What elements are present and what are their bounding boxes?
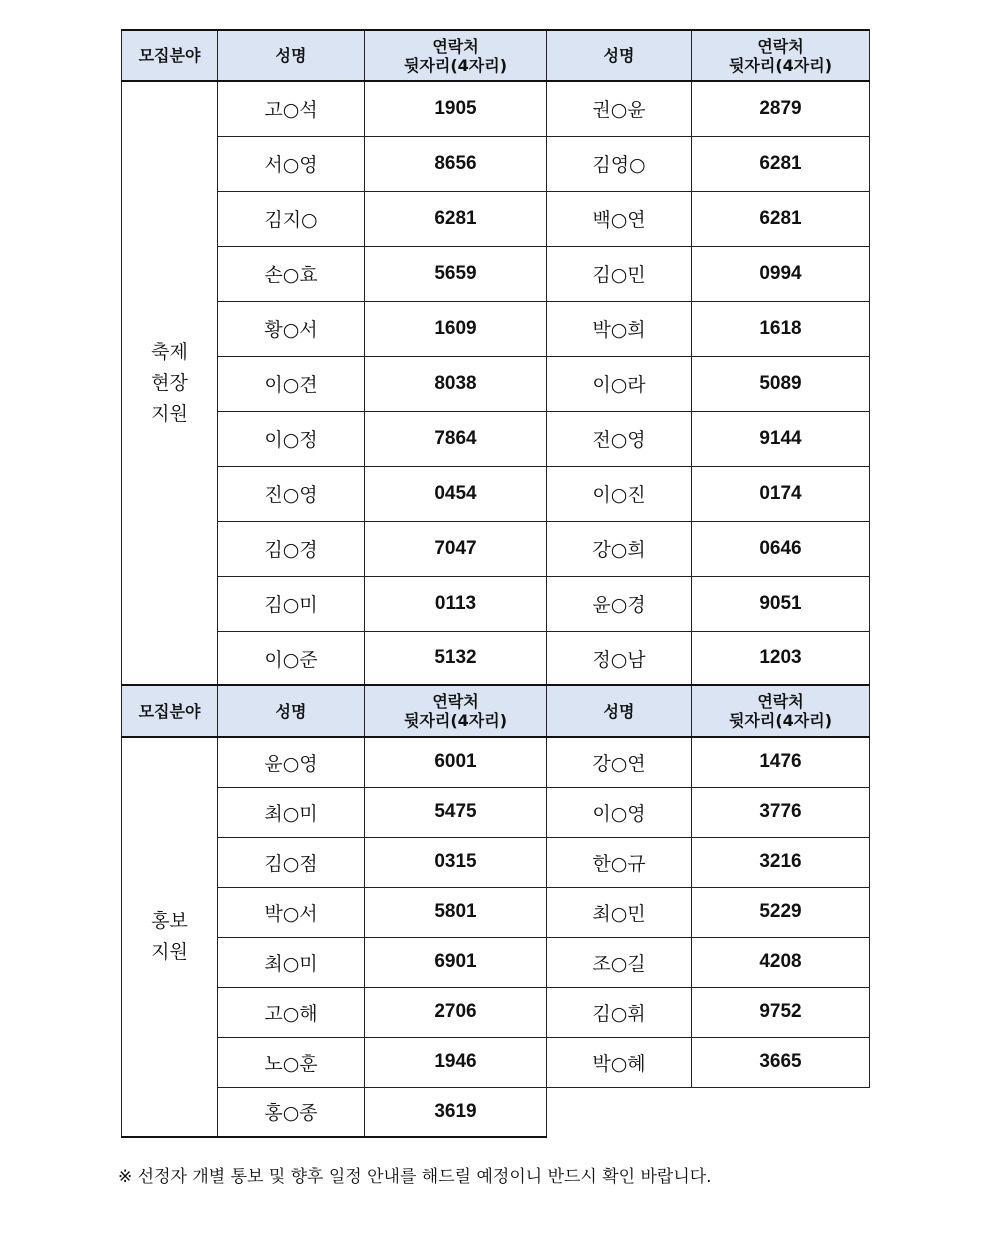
contact-cell: 1946 bbox=[365, 1037, 547, 1087]
table-row bbox=[122, 887, 870, 937]
contact-cell: 0646 bbox=[692, 521, 870, 576]
name-cell: 윤○경 bbox=[547, 576, 692, 631]
contact-cell: 6901 bbox=[365, 937, 547, 987]
notice-text: ※ 선정자 개별 통보 및 향후 일정 안내를 해드릴 예정이니 반드시 확인 바랍니다. bbox=[118, 1167, 712, 1187]
contact-cell: 2706 bbox=[365, 987, 547, 1037]
table-row bbox=[122, 937, 870, 987]
table-row bbox=[122, 136, 870, 191]
contact-cell: 5659 bbox=[365, 246, 547, 301]
contact-cell: 3776 bbox=[692, 787, 870, 837]
name-cell: 손○효 bbox=[218, 246, 365, 301]
name-cell: 김○휘 bbox=[547, 987, 692, 1037]
table-row bbox=[122, 576, 870, 631]
category-label: 지원 bbox=[151, 941, 188, 963]
name-cell: 노○훈 bbox=[218, 1037, 365, 1087]
table-row bbox=[122, 787, 870, 837]
category-cell bbox=[122, 81, 218, 686]
table-row bbox=[122, 987, 870, 1037]
name-cell: 최○미 bbox=[218, 937, 365, 987]
name-cell: 박○혜 bbox=[547, 1037, 692, 1087]
table-row bbox=[122, 466, 870, 521]
table-header-row bbox=[122, 685, 870, 737]
contact-cell: 4208 bbox=[692, 937, 870, 987]
name-cell: 김○경 bbox=[218, 521, 365, 576]
table-row bbox=[122, 246, 870, 301]
table-row bbox=[122, 631, 870, 686]
contact-cell: 6281 bbox=[365, 191, 547, 246]
contact-cell: 2879 bbox=[692, 81, 870, 136]
contact-cell: 1618 bbox=[692, 301, 870, 356]
name-cell: 강○연 bbox=[547, 737, 692, 787]
header-name: 성명 bbox=[218, 685, 365, 737]
contact-cell: 0994 bbox=[692, 246, 870, 301]
name-cell: 홍○종 bbox=[218, 1087, 365, 1137]
name-cell: 이○견 bbox=[218, 356, 365, 411]
header-category: 모집분야 bbox=[122, 685, 218, 737]
contact-cell: 0174 bbox=[692, 466, 870, 521]
header-contact: 연락처 뒷자리(4자리) bbox=[692, 685, 870, 737]
contact-cell: 1905 bbox=[365, 81, 547, 136]
table-row bbox=[122, 191, 870, 246]
name-cell: 이○준 bbox=[218, 631, 365, 686]
name-cell: 한○규 bbox=[547, 837, 692, 887]
table-row bbox=[122, 1087, 870, 1137]
name-cell: 김영○ bbox=[547, 136, 692, 191]
table-row bbox=[122, 737, 870, 787]
name-cell: 김○점 bbox=[218, 837, 365, 887]
contact-cell: 1476 bbox=[692, 737, 870, 787]
header-category: 모집분야 bbox=[122, 30, 218, 81]
name-cell: 조○길 bbox=[547, 937, 692, 987]
name-cell: 김○민 bbox=[547, 246, 692, 301]
name-cell: 김지○ bbox=[218, 191, 365, 246]
name-cell: 서○영 bbox=[218, 136, 365, 191]
table-row bbox=[122, 81, 870, 136]
category-label: 현장 bbox=[151, 372, 188, 395]
category-cell bbox=[122, 737, 218, 1137]
name-cell: 최○미 bbox=[218, 787, 365, 837]
category-label: 홍보 bbox=[151, 910, 188, 932]
category-label: 지원 bbox=[151, 403, 188, 426]
category-label: 축제 bbox=[151, 341, 188, 364]
empty-cell bbox=[692, 1087, 870, 1137]
name-cell: 이○라 bbox=[547, 356, 692, 411]
name-cell: 정○남 bbox=[547, 631, 692, 686]
name-cell: 이○정 bbox=[218, 411, 365, 466]
name-cell: 백○연 bbox=[547, 191, 692, 246]
name-cell: 황○서 bbox=[218, 301, 365, 356]
contact-cell: 7864 bbox=[365, 411, 547, 466]
contact-cell: 1203 bbox=[692, 631, 870, 686]
contact-cell: 9752 bbox=[692, 987, 870, 1037]
header-name: 성명 bbox=[218, 30, 365, 81]
contact-cell: 8656 bbox=[365, 136, 547, 191]
header-name: 성명 bbox=[547, 685, 692, 737]
table-row bbox=[122, 837, 870, 887]
contact-cell: 5132 bbox=[365, 631, 547, 686]
header-name: 성명 bbox=[547, 30, 692, 81]
table-row bbox=[122, 411, 870, 466]
contact-cell: 6001 bbox=[365, 737, 547, 787]
table-header-row bbox=[122, 30, 870, 81]
name-cell: 김○미 bbox=[218, 576, 365, 631]
empty-cell bbox=[547, 1087, 692, 1137]
contact-cell: 5475 bbox=[365, 787, 547, 837]
contact-cell: 9051 bbox=[692, 576, 870, 631]
promotion-support-table bbox=[121, 684, 870, 1138]
name-cell: 고○해 bbox=[218, 987, 365, 1037]
contact-cell: 0454 bbox=[365, 466, 547, 521]
contact-cell: 3619 bbox=[365, 1087, 547, 1137]
contact-cell: 1609 bbox=[365, 301, 547, 356]
contact-cell: 5229 bbox=[692, 887, 870, 937]
contact-cell: 3216 bbox=[692, 837, 870, 887]
contact-cell: 9144 bbox=[692, 411, 870, 466]
contact-cell: 8038 bbox=[365, 356, 547, 411]
contact-cell: 5801 bbox=[365, 887, 547, 937]
contact-cell: 6281 bbox=[692, 191, 870, 246]
table-row bbox=[122, 521, 870, 576]
header-contact: 연락처 뒷자리(4자리) bbox=[365, 685, 547, 737]
name-cell: 최○민 bbox=[547, 887, 692, 937]
name-cell: 권○윤 bbox=[547, 81, 692, 136]
contact-cell: 5089 bbox=[692, 356, 870, 411]
contact-cell: 0315 bbox=[365, 837, 547, 887]
contact-cell: 6281 bbox=[692, 136, 870, 191]
festival-support-table bbox=[121, 29, 870, 687]
contact-cell: 0113 bbox=[365, 576, 547, 631]
name-cell: 박○서 bbox=[218, 887, 365, 937]
name-cell: 박○희 bbox=[547, 301, 692, 356]
name-cell: 이○영 bbox=[547, 787, 692, 837]
name-cell: 윤○영 bbox=[218, 737, 365, 787]
table-row bbox=[122, 356, 870, 411]
table-row bbox=[122, 301, 870, 356]
header-contact: 연락처 뒷자리(4자리) bbox=[365, 30, 547, 81]
contact-cell: 7047 bbox=[365, 521, 547, 576]
name-cell: 강○희 bbox=[547, 521, 692, 576]
name-cell: 진○영 bbox=[218, 466, 365, 521]
name-cell: 고○석 bbox=[218, 81, 365, 136]
contact-cell: 3665 bbox=[692, 1037, 870, 1087]
header-contact: 연락처 뒷자리(4자리) bbox=[692, 30, 870, 81]
table-row bbox=[122, 1037, 870, 1087]
name-cell: 전○영 bbox=[547, 411, 692, 466]
name-cell: 이○진 bbox=[547, 466, 692, 521]
